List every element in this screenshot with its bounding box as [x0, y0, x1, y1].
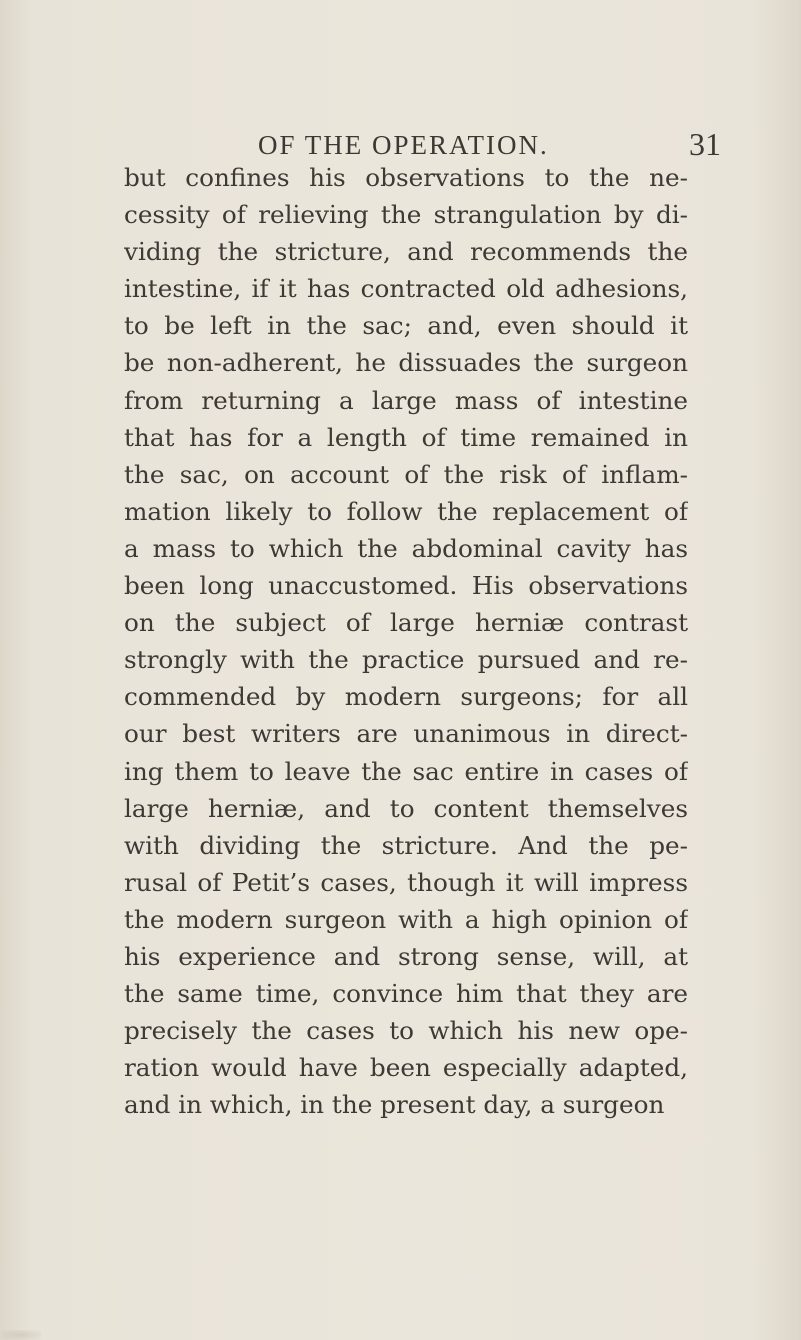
text-line: but confines his observations to the ne-	[124, 163, 688, 192]
text-line: cessity of relieving the strangulation by di-	[124, 200, 688, 230]
body-text	[124, 159, 688, 1123]
text-line: the sac, on account of the risk of inflam-	[124, 459, 688, 489]
text-line: to be left in the sac; and, even should it	[124, 311, 688, 341]
text-line: ing them to leave the sac entire in cases of	[124, 756, 688, 786]
text-line: and in which, in the present day, a surgeon	[124, 1090, 665, 1120]
text-line: mation likely to follow the replacement of	[124, 496, 688, 526]
text-line: a mass to which the abdominal cavity has	[124, 533, 688, 563]
text-line: commended by modern surgeons; for all	[124, 682, 688, 712]
text-line: that has for a length of time remained in	[124, 422, 688, 452]
page-number: 31	[689, 126, 721, 162]
text-line: his experience and strong sense, will, at	[124, 941, 688, 971]
text-line: ration would have been especially adapted,	[124, 1053, 688, 1083]
text-line: from returning a large mass of intestine	[124, 385, 688, 415]
text-line: viding the stricture, and recommends the	[124, 237, 688, 267]
text-line: precisely the cases to which his new ope-	[124, 1016, 688, 1046]
text-line: on the subject of large herniæ contrast	[124, 608, 688, 638]
running-head: OF THE OPERATION.	[258, 130, 549, 160]
text-line: the modern surgeon with a high opinion of	[124, 904, 688, 934]
text-line: with dividing the stricture. And the pe-	[124, 830, 688, 860]
text-line: strongly with the practice pursued and re-	[124, 645, 688, 675]
text-line: been long unaccustomed. His observations	[124, 571, 688, 601]
text-line: large herniæ, and to content themselves	[124, 793, 688, 823]
text-line: be non-adherent, he dissuades the surgeon	[124, 348, 688, 378]
text-line: rusal of Petit’s cases, though it will impress	[124, 867, 688, 897]
text-line: the same time, convince him that they are	[124, 979, 688, 1009]
text-line: intestine, if it has contracted old adhesions,	[124, 274, 688, 304]
paper-stain	[1, 1330, 41, 1340]
text-line: our best writers are unanimous in direct-	[124, 719, 688, 749]
